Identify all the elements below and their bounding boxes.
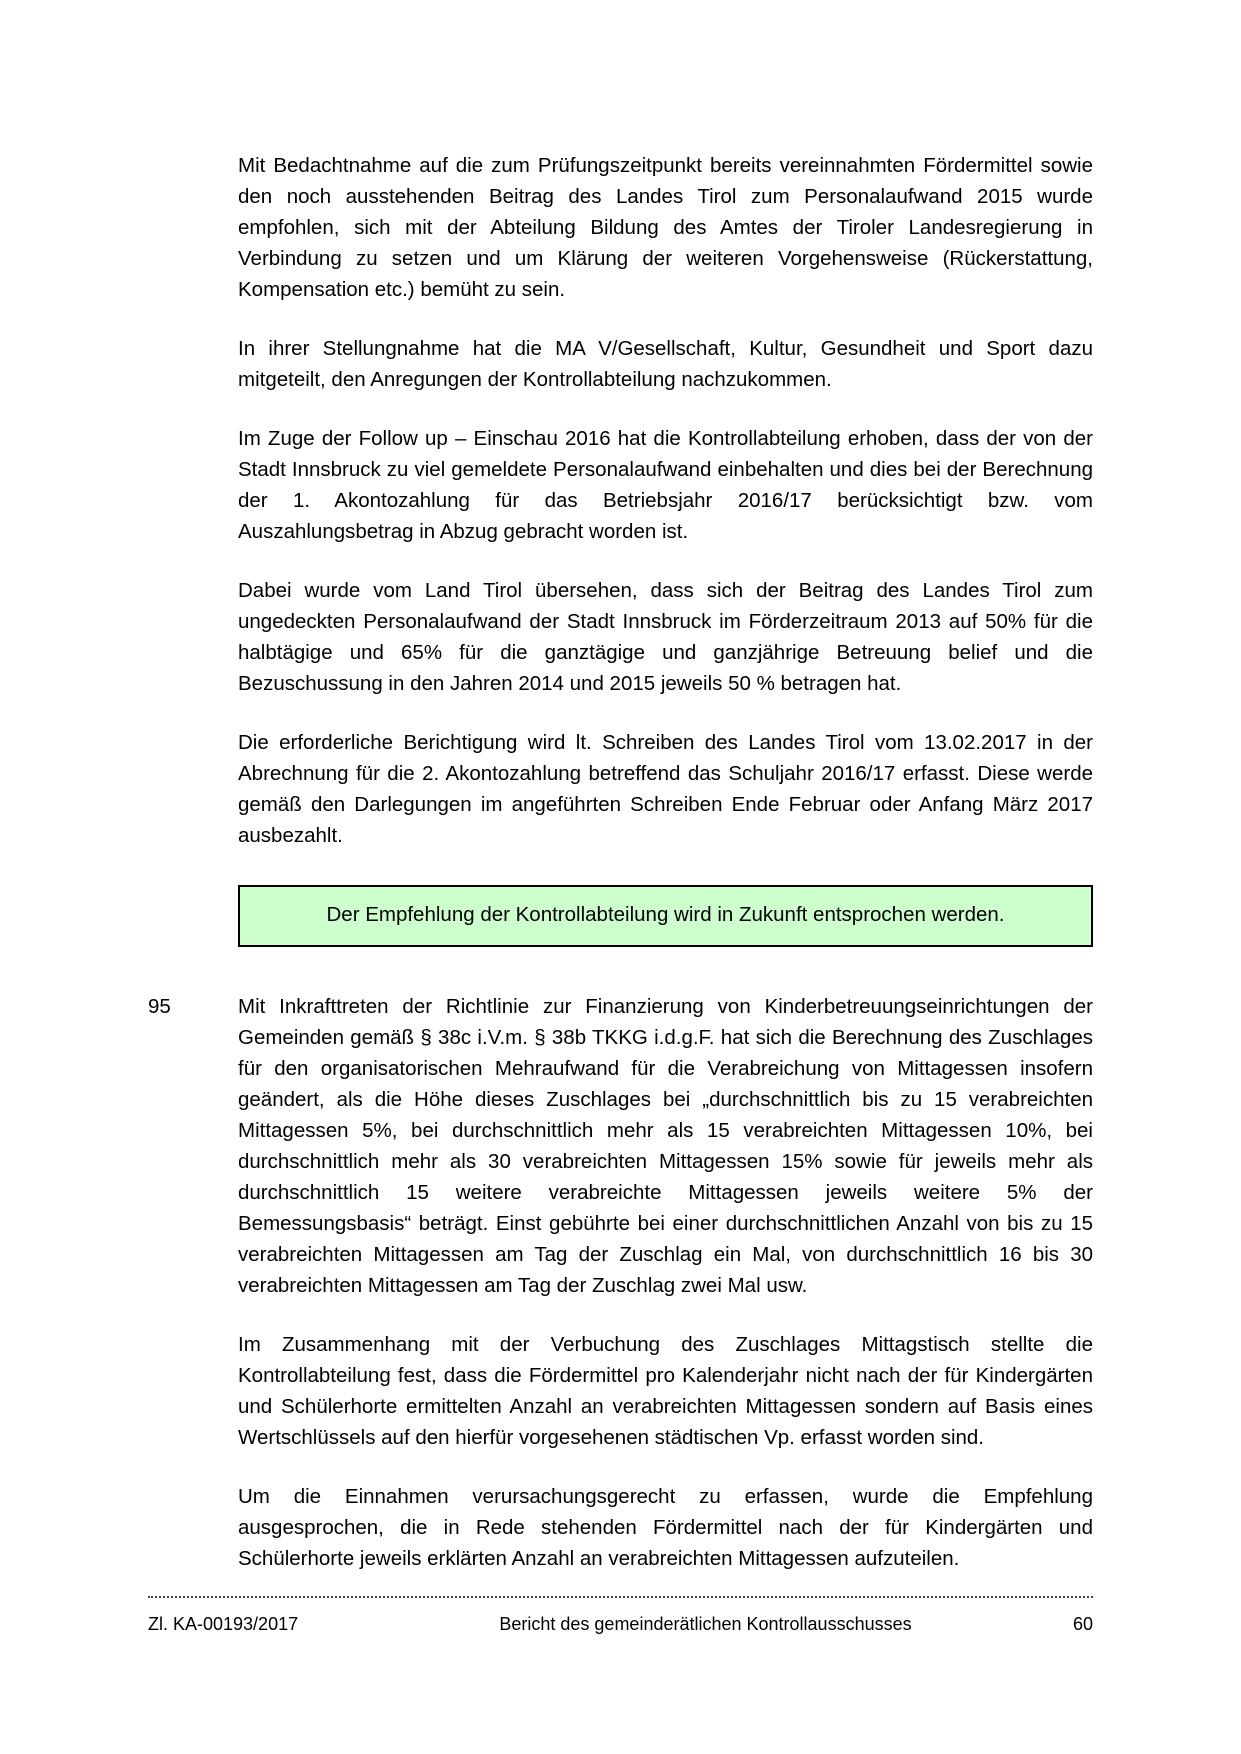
paragraph-text: In ihrer Stellungnahme hat die MA V/Gesellschaft, Kultur, Gesundheit und Sport dazu mitgeteilt, den Anregungen der Kontrollabteilung nachzukommen. <box>238 337 1093 391</box>
footer-divider <box>148 1596 1093 1598</box>
paragraph-text: Um die Einnahmen verursachungsgerecht zu erfassen, wurde die Empfehlung ausgesprochen, die in Rede stehenden Fördermittel nach der für Kindergärten und Schülerhorte jeweils erklärten Anzahl an verabreichten Mittagessen aufzuteilen. <box>238 1485 1093 1570</box>
margin-number: 95 <box>148 995 171 1018</box>
paragraph-block <box>148 1481 1093 1574</box>
paragraph-block <box>148 727 1093 851</box>
page-footer <box>148 1596 1093 1636</box>
paragraph-text: Die erforderliche Berichtigung wird lt. Schreiben des Landes Tirol vom 13.02.2017 in der Abrechnung für die 2. Akontozahlung betreffend das Schuljahr 2016/17 erfasst. Diese werde gemäß den Darlegungen im angeführten Schreiben Ende Februar oder Anfang März 2017 ausbezahlt. <box>238 731 1093 847</box>
paragraph-text: Im Zusammenhang mit der Verbuchung des Zuschlages Mittagstisch stellte die Kontrollabteilung fest, dass die Fördermittel pro Kalenderjahr nicht nach der für Kindergärten und Schülerhorte ermittelten Anzahl an verabreichten Mittagessen sondern auf Basis eines Wertschlüssels auf den hierfür vorgesehenen städtischen Vp. erfasst worden sind. <box>238 1333 1093 1449</box>
paragraph-text: Mit Inkrafttreten der Richtlinie zur Finanzierung von Kinderbetreuungseinrichtungen der Gemeinden gemäß § 38c i.V.m. § 38b TKKG i.d.g.F. hat sich die Berechnung des Zuschlages für den organisatorischen Mehraufwand für die Verabreichung von Mittagessen insofern geändert, als die Höhe dieses Zuschlages bei „durchschnittlich bis zu 15 verabreichten Mittagessen 5%, bei durchschnittlich mehr als 15 verabreichten Mittagessen 10%, bei durchschnittlich mehr als 30 verabreichten Mittagessen 15% sowie für jeweils mehr als durchschnittlich 15 weitere verabreichte Mittagessen jeweils weitere 5% der Bemessungsbasis“ beträgt. Einst gebührte bei einer durchschnittlichen Anzahl von bis zu 15 verabreichten Mittagessen am Tag der Zuschlag ein Mal, von durchschnittlich 16 bis 30 verabreichten Mittagessen am Tag der Zuschlag zwei Mal usw. <box>238 995 1093 1297</box>
paragraph-block <box>148 423 1093 547</box>
paragraph-block <box>148 991 1093 1301</box>
paragraph-text: Mit Bedachtnahme auf die zum Prüfungszeitpunkt bereits vereinnahmten Fördermittel sowie den noch ausstehenden Beitrag des Landes Tirol zum Personalaufwand 2015 wurde empfohlen, sich mit der Abteilung Bildung des Amtes der Tiroler Landesregierung in Verbindung zu setzen und um Klärung der weiteren Vorgehensweise (Rückerstattung, Kompensation etc.) bemüht zu sein. <box>238 154 1093 301</box>
footer-reference-number: Zl. KA-00193/2017 <box>148 1614 299 1634</box>
footer-line <box>148 1612 1093 1636</box>
page-content <box>148 150 1093 1602</box>
paragraph-block <box>148 1329 1093 1453</box>
footer-page-number: 60 <box>1072 1614 1093 1634</box>
footer-document-title: Bericht des gemeinderätlichen Kontrollausschusses <box>499 1614 912 1634</box>
paragraph-block <box>148 575 1093 699</box>
paragraph-text: Im Zuge der Follow up – Einschau 2016 hat die Kontrollabteilung erhoben, dass der von der Stadt Innsbruck zu viel gemeldete Personalaufwand einbehalten und dies bei der Berechnung der 1. Akontozahlung für das Betriebsjahr 2016/17 berücksichtigt bzw. vom Auszahlungsbetrag in Abzug gebracht worden ist. <box>238 427 1093 543</box>
paragraph-block <box>148 150 1093 305</box>
paragraph-block <box>148 333 1093 395</box>
recommendation-callout-row <box>148 885 1093 947</box>
recommendation-callout: Der Empfehlung der Kontrollabteilung wird in Zukunft entsprochen werden. <box>238 885 1093 947</box>
paragraph-text: Dabei wurde vom Land Tirol übersehen, dass sich der Beitrag des Landes Tirol zum ungedeckten Personalaufwand der Stadt Innsbruck im Förderzeitraum 2013 auf 50% für die halbtägige und 65% für die ganztägige und ganzjährige Betreuung belief und die Bezuschussung in den Jahren 2014 und 2015 jeweils 50 % betragen hat. <box>238 579 1093 695</box>
